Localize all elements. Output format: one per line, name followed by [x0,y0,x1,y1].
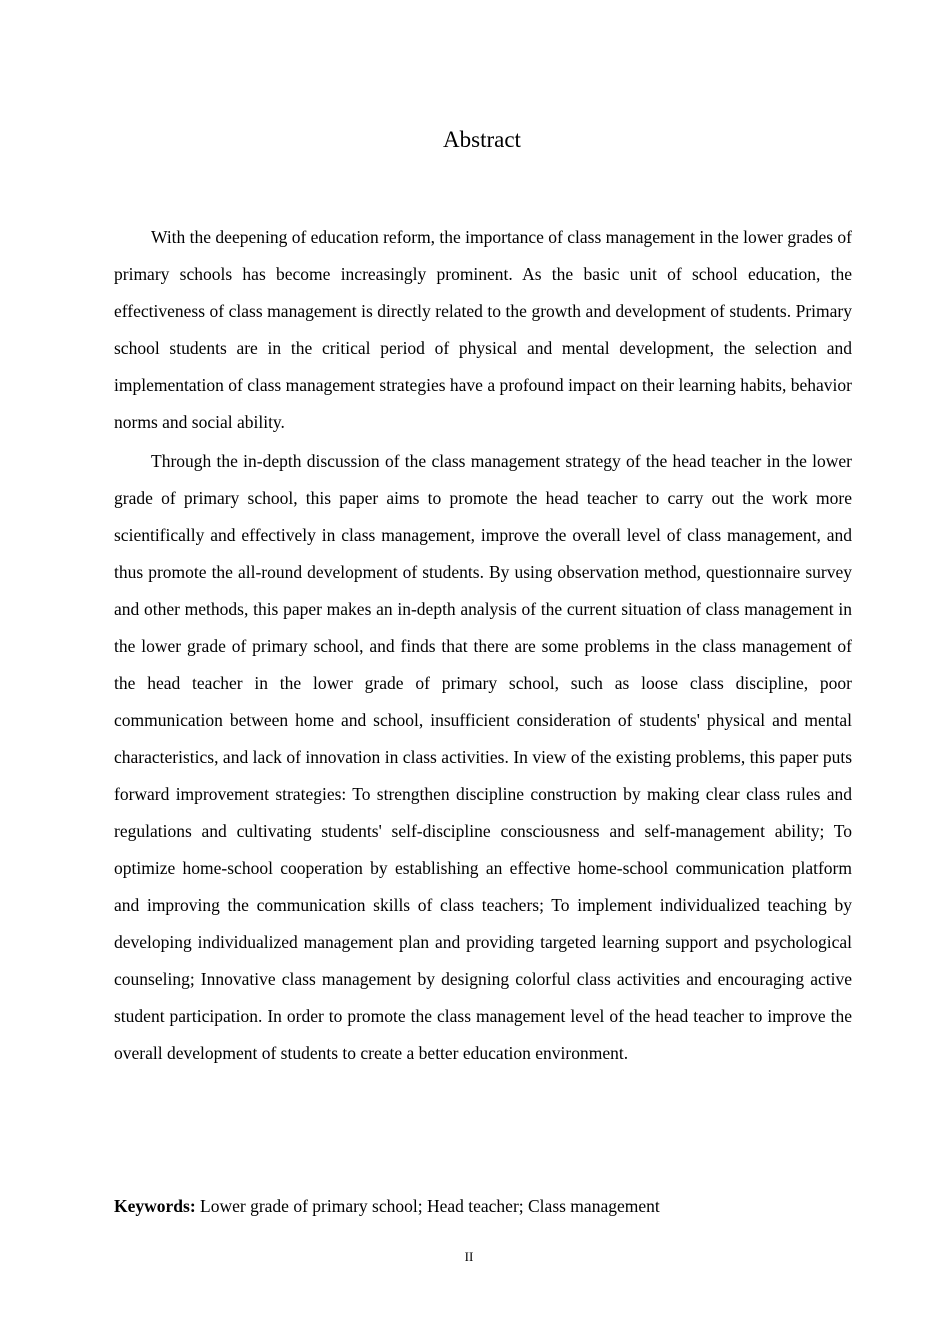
abstract-paragraph-2: Through the in-depth discussion of the class management strategy of the head teacher in the lower grade of primary school, this paper aims to promote the head teacher to carry out the work more scientifically and effectively in class management, improve the overall level of class management, and thus promote the all-round development of students. By using observation method, questionnaire survey and other methods, this paper makes an in-depth analysis of the current situation of class management in the lower grade of primary school, and finds that there are some problems in the class management of the head teacher in the lower grade of primary school, such as loose class discipline, poor communication between home and school, insufficient consideration of students' physical and mental characteristics, and lack of innovation in class activities. In view of the existing problems, this paper puts forward improvement strategies: To strengthen discipline construction by making clear class rules and regulations and cultivating students' self-discipline consciousness and self-management ability; To optimize home-school cooperation by establishing an effective home-school communication platform and improving the communication skills of class teachers; To implement individualized teaching by developing individualized management plan and providing targeted learning support and psychological counseling; Innovative class management by designing colorful class activities and encouraging active student participation. In order to promote the class management level of the head teacher to improve the overall development of students to create a better education environment. [114,451,852,1063]
abstract-title: Abstract [443,127,521,152]
abstract-body [114,219,852,1074]
keywords-label: Keywords: [114,1196,196,1216]
page-number: II [464,1249,474,1264]
keywords-line [114,1188,852,1224]
keywords-text: Lower grade of primary school; Head teacher; Class management [195,1196,660,1216]
abstract-paragraph-1: With the deepening of education reform, the importance of class management in the lower grades of primary schools has become increasingly prominent. As the basic unit of school education, the effectiveness of class management is directly related to the growth and development of students. Primary school students are in the critical period of physical and mental development, the selection and implementation of class management strategies have a profound impact on their learning habits, behavior norms and social ability. [114,227,852,432]
